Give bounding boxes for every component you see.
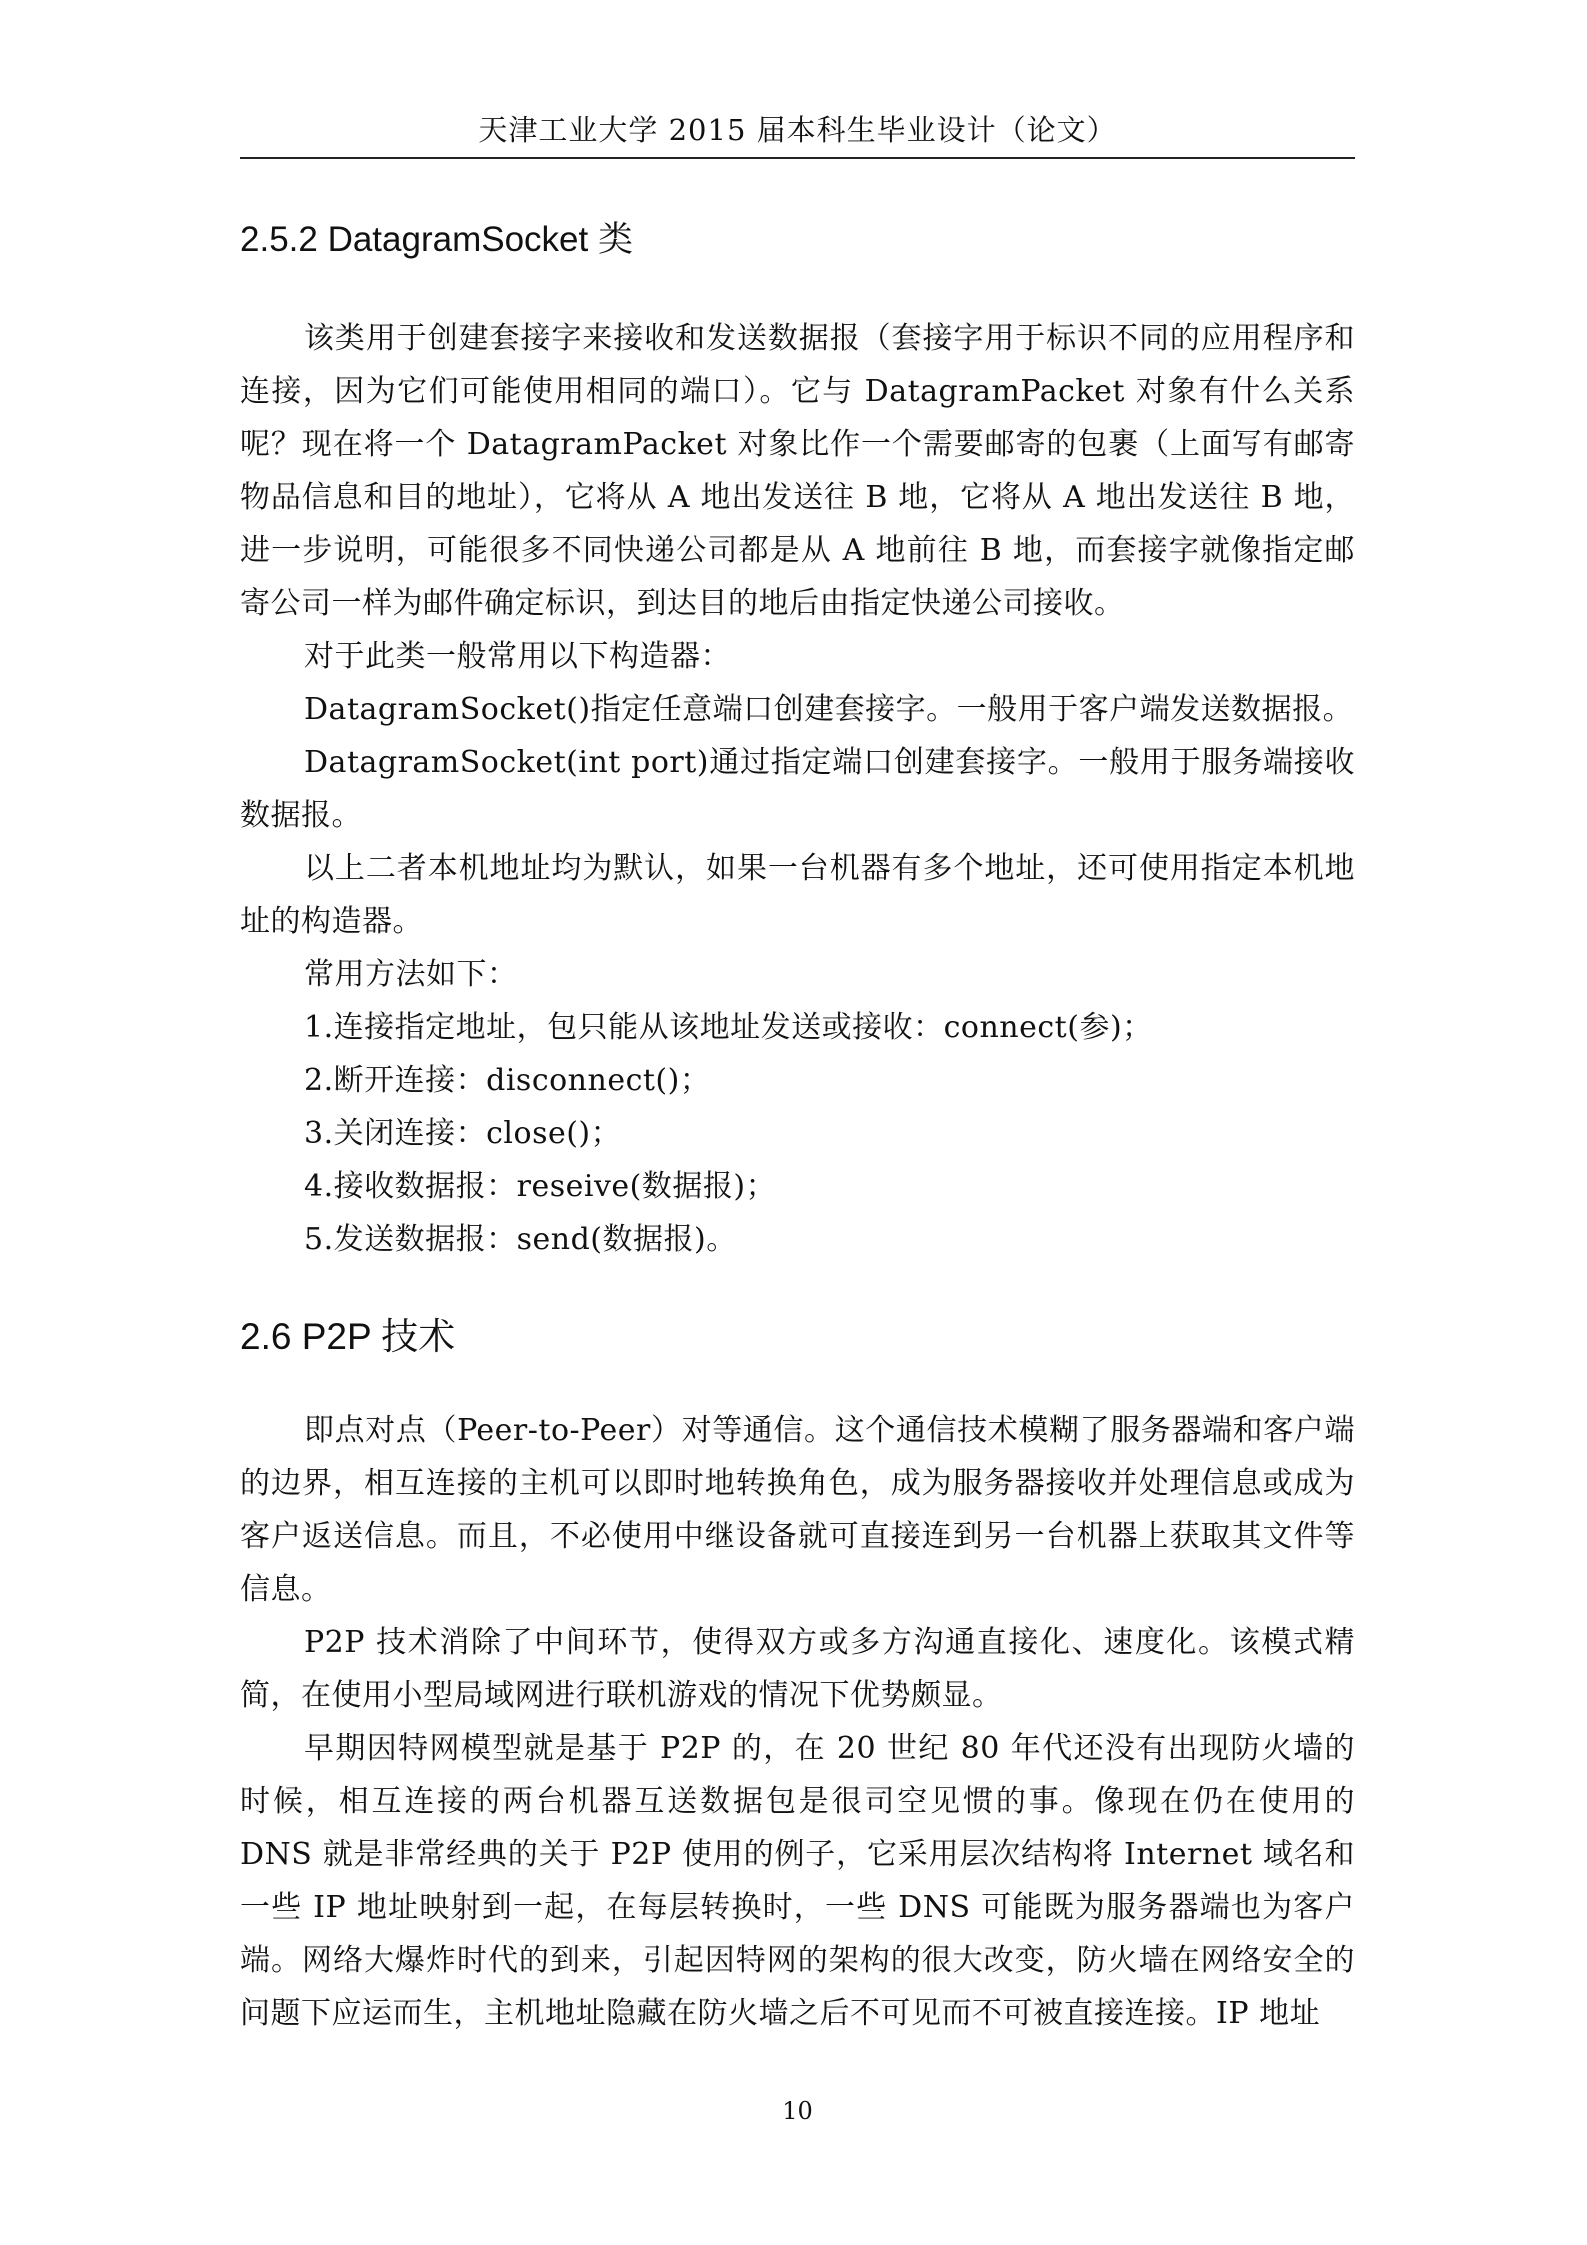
paragraph: 以上二者本机地址均为默认，如果一台机器有多个地址，还可使用指定本机地址的构造器。	[240, 851, 1355, 939]
running-header: 天津工业大学 2015 届本科生毕业设计（论文）	[478, 113, 1117, 147]
method-item: 2.断开连接：disconnect()；	[304, 1063, 711, 1098]
section-heading-2-6: 2.6 P2P 技术	[240, 1316, 456, 1357]
header-rule	[240, 157, 1355, 159]
paragraph: P2P 技术消除了中间环节，使得双方或多方沟通直接化、速度化。该模式精简，在使用小型局域网进行联机游戏的情况下优势颇显。	[240, 1625, 1355, 1713]
paragraph: 常用方法如下：	[304, 957, 518, 992]
paragraph: 该类用于创建套接字来接收和发送数据报（套接字用于标识不同的应用程序和连接，因为它们可能使用相同的端口）。它与 DatagramPacket 对象有什么关系呢？现在将一个 DatagramPacket 对象比作一个需要邮寄的包裹（上面写有邮寄物品信息和目的地址），它将从 A 地出发送往 B 地，它将从 A 地出发送往 B 地，进一步说明，可能很多不同快递公司都是从 A 地前往 B 地，而套接字就像指定邮寄公司一样为邮件确定标识，到达目的地后由指定快递公司接收。	[240, 321, 1355, 621]
paragraph: 即点对点（Peer-to-Peer）对等通信。这个通信技术模糊了服务器端和客户端的边界，相互连接的主机可以即时地转换角色，成为服务器接收并处理信息或成为客户返送信息。而且，不必使用中继设备就可直接连到另一台机器上获取其文件等信息。	[240, 1413, 1355, 1607]
section-2-5-2-body	[240, 312, 1355, 1266]
method-item: 1.连接指定地址，包只能从该地址发送或接收：connect(参)；	[304, 1010, 1153, 1045]
section-2-6-body	[240, 1404, 1355, 2040]
section-heading-2-5-2: 2.5.2 DatagramSocket 类	[240, 220, 633, 259]
paragraph: DatagramSocket(int port)通过指定端口创建套接字。一般用于服务端接收数据报。	[240, 745, 1355, 833]
method-item: 3.关闭连接：close()；	[304, 1116, 622, 1151]
page-number: 10	[782, 2097, 813, 2125]
paragraph: 对于此类一般常用以下构造器：	[304, 639, 731, 674]
method-item: 4.接收数据报：reseive(数据报)；	[304, 1169, 777, 1204]
paragraph: 早期因特网模型就是基于 P2P 的，在 20 世纪 80 年代还没有出现防火墙的时候，相互连接的两台机器互送数据包是很司空见惯的事。像现在仍在使用的 DNS 就是非常经典的关于 P2P 使用的例子，它采用层次结构将 Internet 域名和一些 IP 地址映射到一起，在每层转换时，一些 DNS 可能既为服务器端也为客户端。网络大爆炸时代的到来，引起因特网的架构的很大改变，防火墙在网络安全的问题下应运而生，主机地址隐藏在防火墙之后不可见而不可被直接连接。IP 地址	[240, 1731, 1355, 2031]
paragraph: DatagramSocket()指定任意端口创建套接字。一般用于客户端发送数据报。	[304, 692, 1354, 727]
method-item: 5.发送数据报：send(数据报)。	[304, 1222, 737, 1257]
